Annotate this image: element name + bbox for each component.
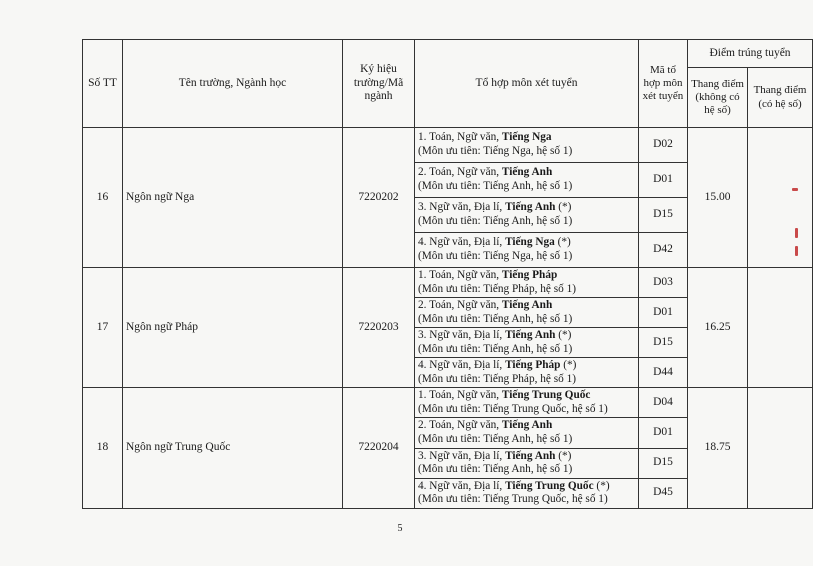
table-row (83, 268, 813, 298)
cutoff-score-no-coef: 15.00 (688, 128, 748, 268)
header-combo-code: Mã tổ hợp môn xét tuyển (639, 40, 688, 128)
header-cutoff: Điểm trúng tuyển (688, 40, 813, 68)
subject-combination (415, 198, 639, 233)
combo-code: D45 (639, 478, 688, 508)
combo-suffix: (*) (554, 236, 571, 249)
subject-combination (415, 358, 639, 388)
combo-suffix: (*) (593, 479, 610, 492)
combo-language: Tiếng Nga (501, 131, 552, 144)
subject-combination (415, 163, 639, 198)
subject-combination (415, 478, 639, 508)
major-code: 7220204 (343, 388, 415, 508)
cutoff-score-coef (748, 388, 813, 508)
combo-subjects: 4. Ngữ văn, Địa lí, (418, 236, 506, 249)
combo-language: Tiếng Anh (505, 449, 556, 462)
combo-priority-note: (Môn ưu tiên: Tiếng Anh, hệ số 1) (418, 342, 573, 355)
combo-code: D01 (639, 418, 688, 448)
combo-language: Tiếng Anh (505, 329, 556, 342)
combo-code: D04 (639, 388, 688, 418)
combo-suffix: (*) (560, 359, 577, 372)
combo-subjects: 4. Ngữ văn, Địa lí, (418, 479, 506, 492)
subject-combination (415, 328, 639, 358)
table-row (83, 388, 813, 418)
subject-combination (415, 448, 639, 478)
combo-subjects: 2. Toán, Ngữ văn, (418, 166, 502, 179)
combo-priority-note: (Môn ưu tiên: Tiếng Anh, hệ số 1) (418, 463, 573, 476)
combo-language: Tiếng Trung Quốc (501, 389, 591, 402)
combo-priority-note: (Môn ưu tiên: Tiếng Pháp, hệ số 1) (418, 372, 577, 385)
combo-language: Tiếng Pháp (505, 359, 561, 372)
header-school-major: Tên trường, Ngành học (123, 40, 343, 128)
subject-combination (415, 418, 639, 448)
cutoff-score-coef (748, 268, 813, 388)
header-scale-coef: Thang điểm (có hệ số) (748, 68, 813, 128)
major-code: 7220202 (343, 128, 415, 268)
page-number: 5 (397, 523, 403, 534)
combo-language: Tiếng Anh (505, 201, 556, 214)
subject-combination (415, 388, 639, 418)
row-stt: 16 (83, 128, 123, 268)
subject-combination (415, 128, 639, 163)
major-code: 7220203 (343, 268, 415, 388)
combo-priority-note: (Môn ưu tiên: Tiếng Trung Quốc, hệ số 1) (418, 493, 608, 506)
subject-combination (415, 268, 639, 298)
combo-subjects: 1. Toán, Ngữ văn, (418, 269, 502, 281)
cutoff-score-no-coef: 18.75 (688, 388, 748, 508)
combo-code: D01 (639, 163, 688, 198)
combo-subjects: 1. Toán, Ngữ văn, (418, 131, 502, 144)
table-row (83, 128, 813, 163)
header-stt: Số TT (83, 40, 123, 128)
combo-language: Tiếng Trung Quốc (505, 479, 594, 492)
major-name: Ngôn ngữ Trung Quốc (123, 388, 343, 508)
combo-code: D01 (639, 298, 688, 328)
combo-subjects: 3. Ngữ văn, Địa lí, (418, 329, 506, 342)
combo-code: D44 (639, 358, 688, 388)
combo-code: D42 (639, 233, 688, 268)
combo-language: Tiếng Pháp (501, 269, 558, 281)
combo-priority-note: (Môn ưu tiên: Tiếng Trung Quốc, hệ số 1) (418, 402, 608, 415)
header-scale-no-coef: Thang điểm (không có hệ số) (688, 68, 748, 128)
row-stt: 17 (83, 268, 123, 388)
combo-language: Tiếng Anh (501, 166, 553, 179)
admission-table (82, 39, 813, 509)
combo-priority-note: (Môn ưu tiên: Tiếng Nga, hệ số 1) (418, 145, 573, 157)
subject-combination (415, 298, 639, 328)
combo-subjects: 3. Ngữ văn, Địa lí, (418, 449, 506, 462)
major-name: Ngôn ngữ Nga (123, 128, 343, 268)
cutoff-score-no-coef: 16.25 (688, 268, 748, 388)
combo-code: D15 (639, 448, 688, 478)
header-combination: Tổ hợp môn xét tuyển (415, 40, 639, 128)
combo-priority-note: (Môn ưu tiên: Tiếng Anh, hệ số 1) (418, 180, 573, 192)
combo-language: Tiếng Anh (501, 419, 553, 432)
combo-suffix: (*) (555, 201, 572, 214)
combo-priority-note: (Môn ưu tiên: Tiếng Nga, hệ số 1) (418, 250, 573, 262)
combo-subjects: 4. Ngữ văn, Địa lí, (418, 359, 506, 372)
combo-code: D15 (639, 198, 688, 233)
subject-combination (415, 233, 639, 268)
combo-subjects: 3. Ngữ văn, Địa lí, (418, 201, 506, 214)
combo-suffix: (*) (555, 449, 572, 462)
major-name: Ngôn ngữ Pháp (123, 268, 343, 388)
combo-code: D15 (639, 328, 688, 358)
combo-priority-note: (Môn ưu tiên: Tiếng Anh, hệ số 1) (418, 215, 573, 227)
combo-priority-note: (Môn ưu tiên: Tiếng Anh, hệ số 1) (418, 312, 573, 325)
margin-mark (792, 188, 798, 191)
combo-subjects: 1. Toán, Ngữ văn, (418, 389, 502, 402)
combo-language: Tiếng Anh (501, 299, 553, 312)
row-stt: 18 (83, 388, 123, 508)
combo-code: D03 (639, 268, 688, 298)
header-code: Ký hiệu trường/Mã ngành (343, 40, 415, 128)
combo-subjects: 2. Toán, Ngữ văn, (418, 419, 502, 432)
cutoff-score-coef (748, 128, 813, 268)
table-body (83, 128, 813, 509)
combo-suffix: (*) (555, 329, 572, 342)
combo-priority-note: (Môn ưu tiên: Tiếng Anh, hệ số 1) (418, 433, 573, 446)
margin-mark (795, 228, 798, 238)
combo-language: Tiếng Nga (505, 236, 555, 249)
combo-priority-note: (Môn ưu tiên: Tiếng Pháp, hệ số 1) (418, 282, 577, 295)
combo-code: D02 (639, 128, 688, 163)
margin-mark (795, 246, 798, 256)
combo-subjects: 2. Toán, Ngữ văn, (418, 299, 502, 312)
